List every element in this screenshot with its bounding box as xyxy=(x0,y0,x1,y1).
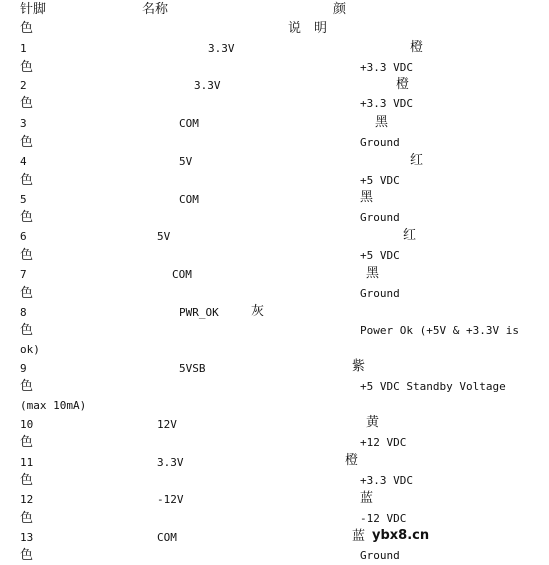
row-name: 3.3V xyxy=(208,42,235,55)
row-description: Power Ok (+5V & +3.3V is xyxy=(360,324,519,337)
header-description: 说 明 xyxy=(288,21,328,36)
row-description: +12 VDC xyxy=(360,436,407,449)
row-pin: 5 xyxy=(20,193,27,206)
row-description-wrap: ok) xyxy=(20,343,40,356)
row-pin: 4 xyxy=(20,155,27,168)
row-name: COM xyxy=(157,531,177,544)
row-color: 黑 xyxy=(366,266,380,281)
row-name: 3.3V xyxy=(157,456,184,469)
row-color-tail: 色 xyxy=(20,173,34,188)
row-pin: 2 xyxy=(20,79,27,92)
row-color-tail: 色 xyxy=(20,286,34,301)
row-color: 黑 xyxy=(360,190,374,205)
row-pin: 12 xyxy=(20,493,34,506)
row-name: COM xyxy=(172,268,192,281)
row-name: 3.3V xyxy=(194,79,221,92)
site-watermark: ybx8.cn xyxy=(372,528,430,543)
row-description: -12 VDC xyxy=(360,512,407,525)
row-color-tail: 色 xyxy=(20,248,34,263)
row-pin: 7 xyxy=(20,268,27,281)
row-pin: 11 xyxy=(20,456,34,469)
header-color-tail: 色 xyxy=(20,21,34,36)
row-description: +5 VDC xyxy=(360,174,400,187)
row-name: 5V xyxy=(179,155,193,168)
row-color: 灰 xyxy=(251,304,265,319)
row-color: 蓝 xyxy=(360,491,374,506)
header-pin: 针脚 xyxy=(20,2,47,17)
row-pin: 13 xyxy=(20,531,34,544)
row-description: +3.3 VDC xyxy=(360,97,413,110)
header-color: 颜 xyxy=(333,2,347,17)
row-pin: 10 xyxy=(20,418,34,431)
row-description: +5 VDC xyxy=(360,249,400,262)
row-description: Ground xyxy=(360,136,400,149)
row-color-tail: 色 xyxy=(20,96,34,111)
row-pin: 8 xyxy=(20,306,27,319)
row-color: 黄 xyxy=(366,415,380,430)
row-name: COM xyxy=(179,117,199,130)
row-name: 12V xyxy=(157,418,177,431)
row-color: 黑 xyxy=(375,115,389,130)
row-color-tail: 色 xyxy=(20,473,34,488)
row-pin: 6 xyxy=(20,230,27,243)
row-color: 红 xyxy=(403,228,417,243)
row-pin: 9 xyxy=(20,362,27,375)
row-color-tail: 色 xyxy=(20,210,34,225)
row-color: 红 xyxy=(410,153,424,168)
row-name: 5VSB xyxy=(179,362,206,375)
row-description: +5 VDC Standby Voltage xyxy=(360,380,506,393)
row-description: Ground xyxy=(360,211,400,224)
row-color: 紫 xyxy=(352,359,366,374)
row-color-tail: 色 xyxy=(20,60,34,75)
row-description: +3.3 VDC xyxy=(360,61,413,74)
row-color-tail: 色 xyxy=(20,435,34,450)
row-color: 蓝 xyxy=(352,529,366,544)
row-color: 橙 xyxy=(410,40,424,55)
row-description: Ground xyxy=(360,287,400,300)
row-color-tail: 色 xyxy=(20,323,34,338)
row-color-tail: 色 xyxy=(20,548,34,563)
row-description-wrap: (max 10mA) xyxy=(20,399,87,412)
header-name: 名称 xyxy=(142,2,169,17)
row-description: +3.3 VDC xyxy=(360,474,413,487)
row-color-tail: 色 xyxy=(20,379,34,394)
row-name: -12V xyxy=(157,493,184,506)
row-name: COM xyxy=(179,193,199,206)
row-color-tail: 色 xyxy=(20,511,34,526)
row-description: Ground xyxy=(360,549,400,562)
row-color: 橙 xyxy=(396,77,410,92)
row-pin: 3 xyxy=(20,117,27,130)
row-color-tail: 色 xyxy=(20,135,34,150)
row-color: 橙 xyxy=(345,453,359,468)
row-name: 5V xyxy=(157,230,171,243)
row-pin: 1 xyxy=(20,42,27,55)
row-name: PWR_OK xyxy=(179,306,219,319)
